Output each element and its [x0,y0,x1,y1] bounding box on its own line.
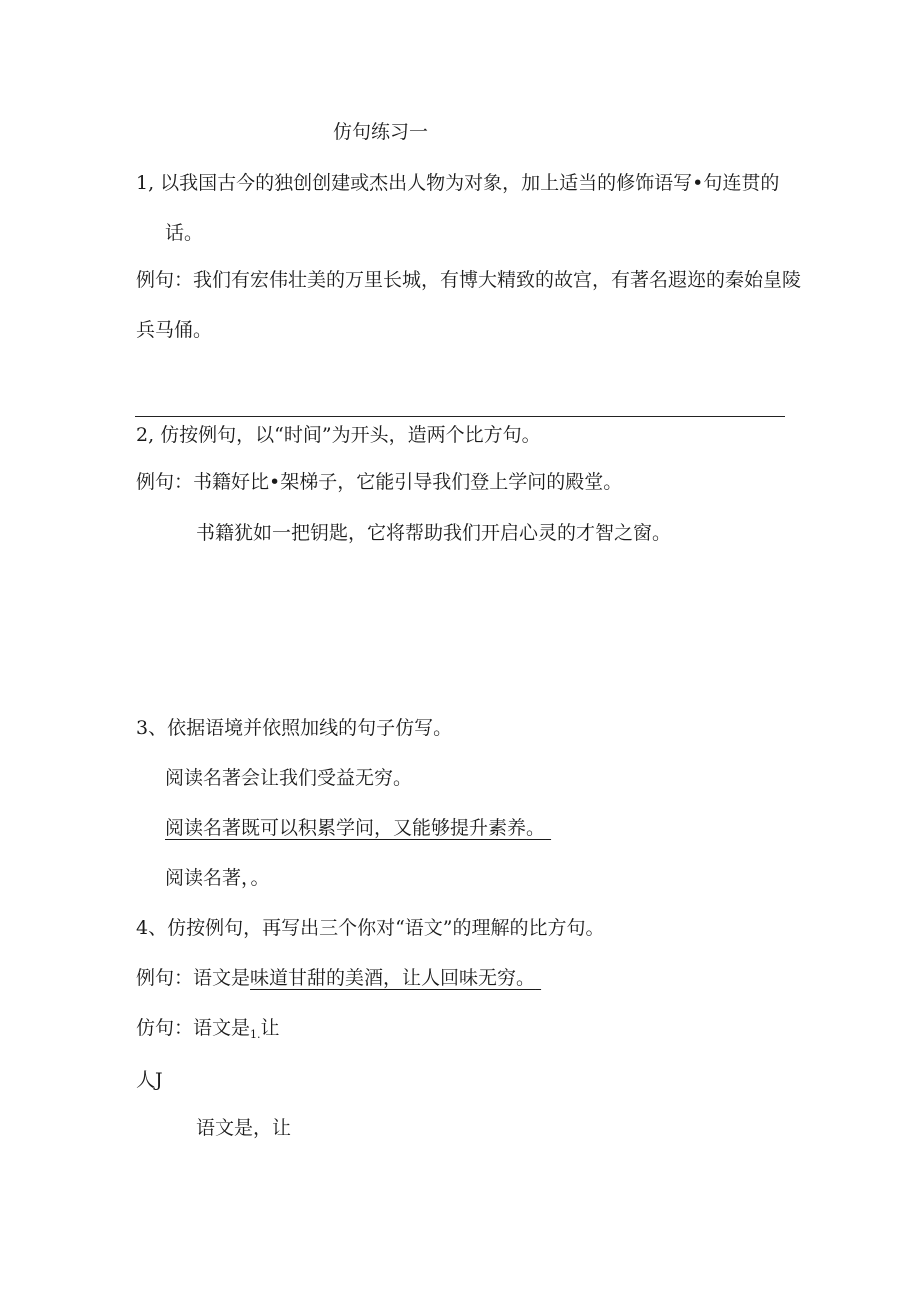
q4-imitate-cont: 人J [136,1069,163,1091]
q4-imitate-line [136,1016,280,1047]
q3-underline-tail [545,816,553,840]
q1-answer-line [135,416,785,417]
q1-example-line1: 例句：我们有宏伟壮美的万里长城，有博大精致的故宫，有著名遐迩的秦始皇陵 [136,269,802,291]
q1-prompt-line2: 话。 [165,222,204,244]
q2-prompt: 2, 仿按例句，以“时间”为开头，造两个比方句。 [136,424,541,446]
q3-prompt: 3、依据语境并依照加线的句子仿写。 [136,717,453,739]
q4-example-underlined: 味道甘甜的美酒，让人回味无穷。 [250,967,536,989]
q4-imitate-prefix: 仿句：语文是 [136,1017,251,1039]
q3-answer-stub: 阅读名著，。 [165,867,270,889]
q4-example-prefix: 例句：语文是 [136,967,251,989]
q3-underlined-text: 阅读名著既可以积累学问，又能够提升素养。 [165,817,546,839]
q3-sentence1: 阅读名著会让我们受益无穷。 [165,767,413,789]
q1-example-line2: 兵马俑。 [136,319,213,341]
q4-example [136,966,543,990]
q4-imitate-suffix: 让 [260,1017,280,1039]
q4-prompt: 4、仿按例句，再写出三个你对“语文”的理解的比方句。 [136,917,605,939]
q4-imitate-number: 1. [250,1028,261,1041]
q2-example-line1: 例句：书籍好比•架梯子，它能引导我们登上学问的殿堂。 [136,471,623,493]
q2-example-line2: 书籍犹如一把钥匙，它将帮助我们开启心灵的才智之窗。 [196,522,672,544]
q3-sentence2-underlined [165,816,553,840]
q4-underline-tail [535,966,543,990]
page-title: 仿句练习一 [333,121,429,143]
q1-prompt-line1: 1, 以我国古今的独创创建或杰出人物为对象，加上适当的修饰语写•句连贯的 [136,172,780,194]
q4-answer2: 语文是，让 [196,1117,292,1139]
